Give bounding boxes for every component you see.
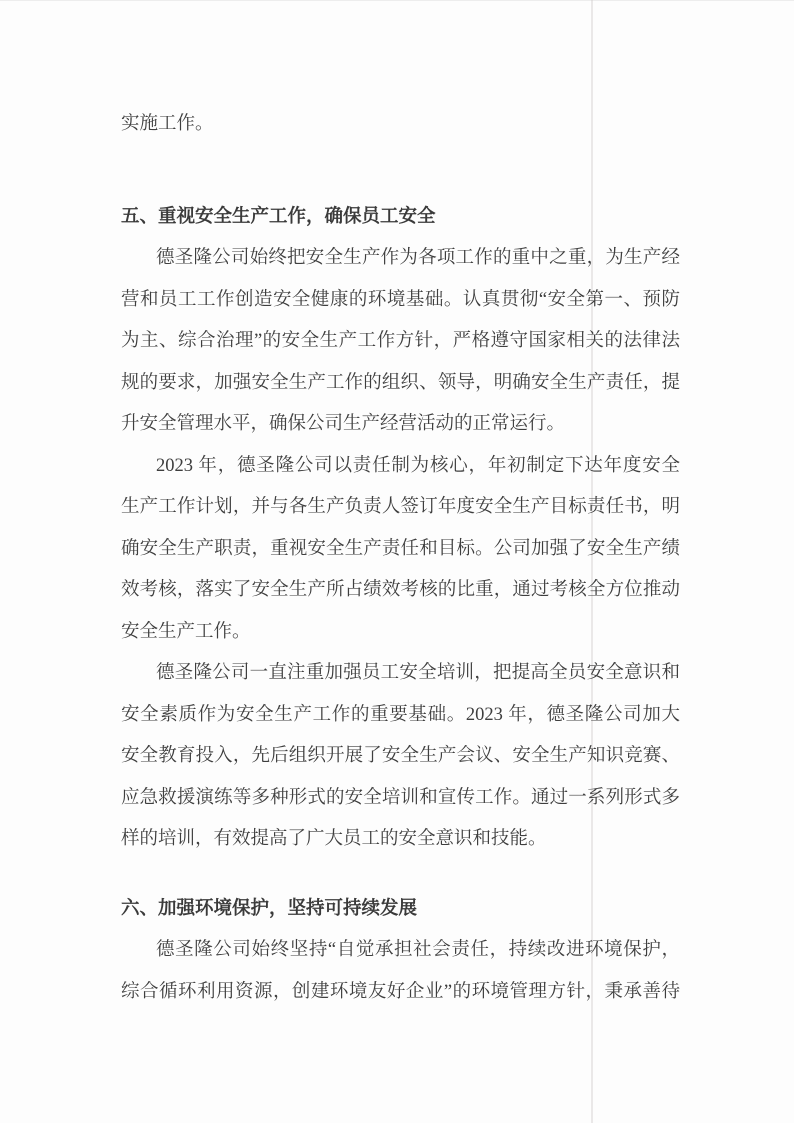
text-line: 综合循环利用资源，创建环境友好企业”的环境管理方针，秉承善待 bbox=[121, 981, 680, 1002]
carryover-paragraph bbox=[121, 104, 680, 146]
text-line: 实施工作。 bbox=[121, 114, 214, 134]
text-line: 升安全管理水平，确保公司生产经营活动的正常运行。 bbox=[121, 414, 566, 434]
text-line: 规的要求，加强安全生产工作的组织、领导，明确安全生产责任，提 bbox=[121, 372, 680, 393]
text-line: 为主、综合治理”的安全生产工作方针，严格遵守国家相关的法律法 bbox=[121, 331, 680, 351]
text-line: 确安全生产职责，重视安全生产责任和目标。公司加强了安全生产绩 bbox=[121, 538, 680, 559]
scan-top-edge-artifact bbox=[0, 0, 794, 1]
section-6-paragraph-1 bbox=[121, 930, 680, 1013]
section-5-paragraph-1 bbox=[121, 238, 680, 446]
text-line: 2023 年，德圣隆公司以责任制为核心，年初制定下达年度安全 bbox=[156, 455, 680, 476]
section-5-paragraph-3 bbox=[121, 653, 680, 861]
text-line: 样的培训，有效提高了广大员工的安全意识和技能。 bbox=[121, 829, 547, 849]
blank-line-spacer bbox=[121, 146, 680, 197]
text-line: 德圣隆公司始终把安全生产作为各项工作的重中之重，为生产经 bbox=[156, 248, 680, 268]
text-line: 德圣隆公司一直注重加强员工安全培训，把提高全员安全意识和 bbox=[156, 663, 680, 683]
text-line: 应急救援演练等多种形式的安全培训和宣传工作。通过一系列形式多 bbox=[121, 787, 680, 808]
text-line: 生产工作计划，并与各生产负责人签订年度安全生产目标责任书，明 bbox=[121, 497, 680, 517]
text-line: 安全生产工作。 bbox=[121, 621, 251, 642]
section-6-heading bbox=[121, 889, 680, 931]
text-line: 六、加强环境保护，坚持可持续发展 bbox=[121, 898, 418, 919]
text-line: 安全教育投入，先后组织开展了安全生产会议、安全生产知识竞赛、 bbox=[121, 746, 680, 766]
section-5-heading bbox=[121, 197, 680, 239]
section-5-paragraph-2 bbox=[121, 446, 680, 654]
text-line: 五、重视安全生产工作，确保员工安全 bbox=[121, 206, 436, 227]
document-body bbox=[121, 104, 680, 1013]
text-line: 营和员工工作创造安全健康的环境基础。认真贯彻“安全第一、预防 bbox=[121, 289, 680, 310]
text-line: 安全素质作为安全生产工作的重要基础。2023 年，德圣隆公司加大 bbox=[121, 704, 680, 725]
text-line: 效考核，落实了安全生产所占绩效考核的比重，通过考核全方位推动 bbox=[121, 580, 680, 600]
text-line: 德圣隆公司始终坚持“自觉承担社会责任，持续改进环境保护， bbox=[156, 940, 680, 960]
blank-line-spacer bbox=[121, 861, 680, 889]
